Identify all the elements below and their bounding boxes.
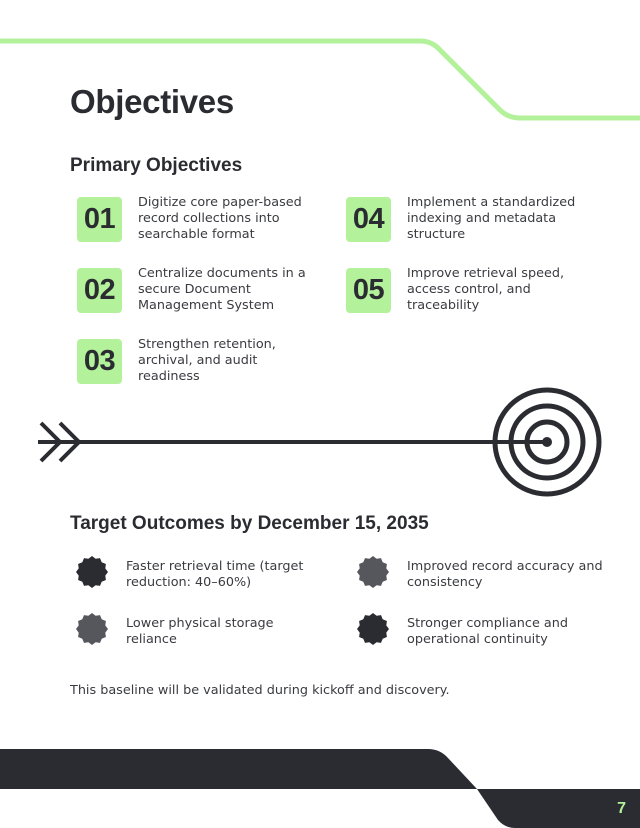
outcome-item xyxy=(357,613,607,648)
objective-text: Implement a standardized indexing and metadata structure xyxy=(407,195,576,242)
target-bullseye-icon xyxy=(495,390,599,494)
objective-item-05 xyxy=(346,268,587,314)
outcome-text: Improved record accuracy and consistency xyxy=(407,559,603,590)
outcome-text: Stronger compliance and operational continuity xyxy=(407,616,568,647)
outcome-item xyxy=(357,556,607,591)
objective-text: Improve retrieval speed, access control, and traceability xyxy=(407,266,565,313)
objective-number-badge: 04 xyxy=(346,197,391,242)
objective-text: Strengthen retention, archival, and audit readiness xyxy=(138,337,276,384)
objective-text: Centralize documents in a secure Document Management System xyxy=(138,266,306,313)
baseline-note: This baseline will be validated during kickoff and discovery. xyxy=(70,683,450,698)
footer-band xyxy=(0,740,640,828)
double-chevron-arrow-icon xyxy=(38,423,547,461)
page-number: 7 xyxy=(617,800,626,817)
primary-objectives-heading: Primary Objectives xyxy=(70,155,243,176)
arrow-target-illustration xyxy=(0,380,640,505)
objective-item-03 xyxy=(77,339,318,385)
page-title: Objectives xyxy=(70,83,234,120)
outcome-item xyxy=(76,556,326,591)
outcome-item xyxy=(76,613,326,648)
starburst-badge-icon xyxy=(76,556,108,588)
objective-item-02 xyxy=(77,268,318,314)
objective-text: Digitize core paper-based record collections into searchable format xyxy=(138,195,302,242)
objective-number-badge: 05 xyxy=(346,268,391,313)
objective-number-badge: 01 xyxy=(77,197,122,242)
objective-number-badge: 03 xyxy=(77,339,122,384)
objective-item-04 xyxy=(346,197,587,243)
starburst-badge-icon xyxy=(76,613,108,645)
objective-item-01 xyxy=(77,197,318,243)
outcome-text: Lower physical storage reliance xyxy=(126,616,274,647)
starburst-badge-icon xyxy=(357,613,389,645)
outcome-text: Faster retrieval time (target reduction: 40–60%) xyxy=(126,559,304,590)
objective-number-badge: 02 xyxy=(77,268,122,313)
target-outcomes-heading: Target Outcomes by December 15, 2035 xyxy=(70,513,429,534)
starburst-badge-icon xyxy=(357,556,389,588)
